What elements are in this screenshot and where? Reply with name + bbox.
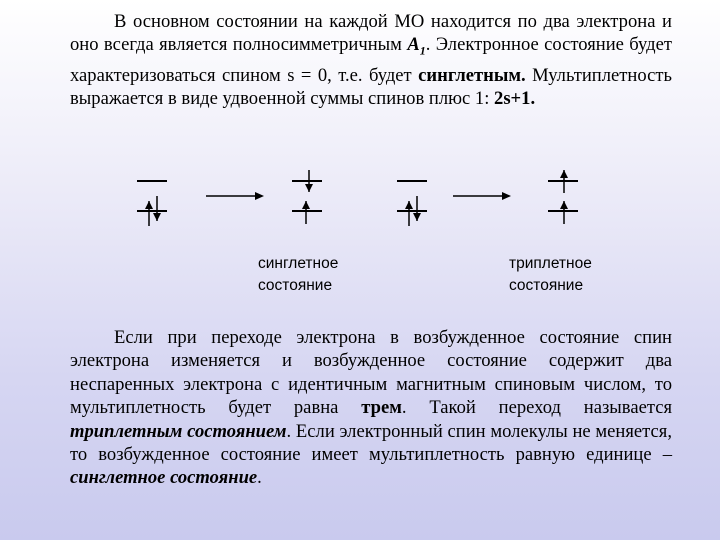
singlet-label-line-1: синглетное: [258, 255, 339, 272]
triplet-state-term: триплетным состоянием: [70, 420, 287, 442]
singlet-state-label: [258, 253, 338, 297]
symmetry-symbol: A: [407, 34, 420, 56]
singlet-state-term: синглетное состояние: [70, 467, 258, 489]
singlet-electron-up: [302, 201, 310, 224]
singlet-label-line-2: состояние: [258, 277, 333, 294]
three-term: трем: [361, 397, 402, 419]
triplet-label-line-1: триплетное: [509, 255, 592, 272]
multiplicity-formula: 2s+1.: [494, 87, 536, 109]
transition-text-1: Если при переходе электрона в возбужденное состояние спин электрона изменяется и возбужденное состояние содержит два неспаренных электрона с идентичным магнитным спиновым числом, то мультиплетность будет равна: [70, 327, 672, 419]
transition-text-4: .: [257, 467, 262, 489]
triplet-electron-lower: [560, 201, 568, 224]
triplet-state-label: [509, 253, 592, 297]
transition-text-3: . Если электронный спин молекулы не меняется, то возбужденное состояние имеет мультиплетность равную единице –: [70, 420, 672, 466]
singlet-term: синглетным.: [418, 64, 526, 86]
transition-paragraph: [70, 326, 672, 490]
intro-text-1: В основном состоянии на каждой МО находится по два электрона и оно всегда является полносимметричным: [70, 11, 672, 56]
intro-text-2: . Электронное состояние будет характеризоваться спином s = 0, т.е. будет: [70, 34, 672, 86]
intro-text-3: Мультиплетность выражается в виде удвоенной суммы спинов плюс 1:: [70, 64, 672, 109]
transition-text-2: . Такой переход называется: [401, 397, 673, 419]
triplet-label-line-2: состояние: [509, 277, 584, 294]
symmetry-subscript: 1: [419, 44, 426, 59]
